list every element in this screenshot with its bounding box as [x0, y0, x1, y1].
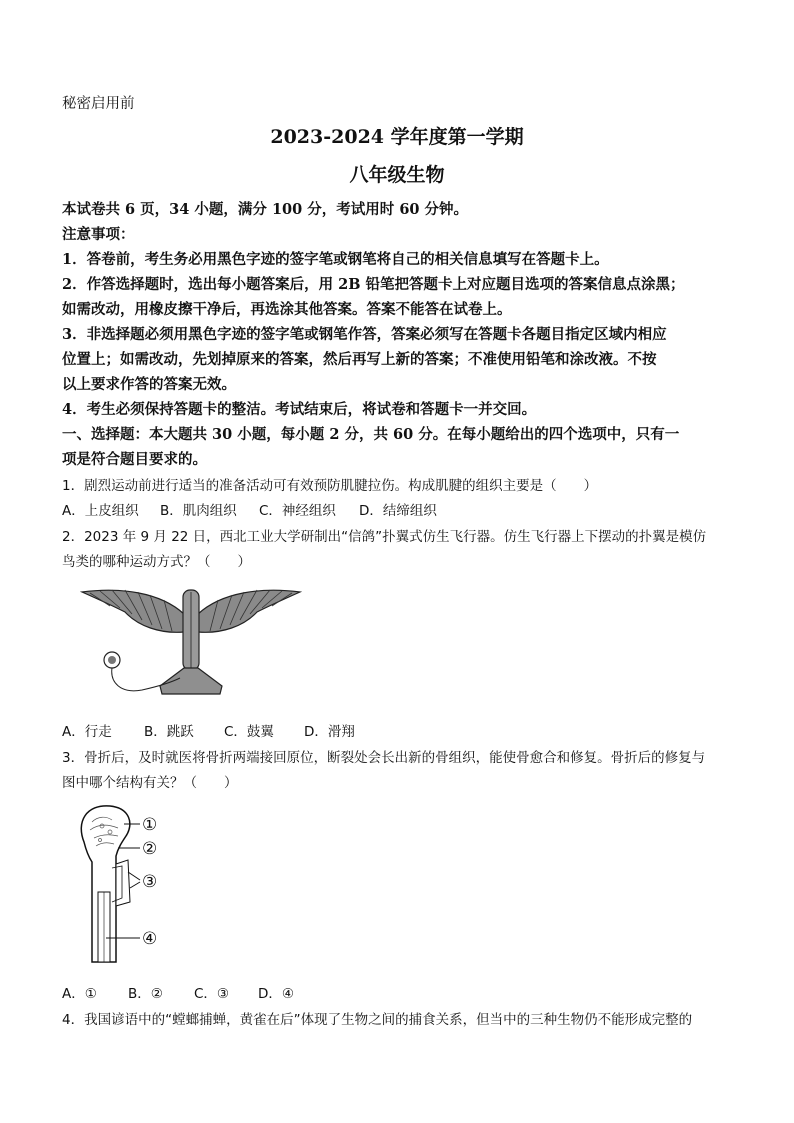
- question-2-stem-line-2: 鸟类的哪种运动方式？（ ）: [62, 554, 251, 570]
- notes-title: 注意事项：: [62, 226, 135, 243]
- option-a: A．①: [62, 986, 97, 1002]
- note-2-line-2: 如需改动，用橡皮擦干净后，再选涂其他答案。答案不能答在试卷上。: [62, 301, 512, 318]
- option-a: A．行走: [62, 724, 112, 740]
- option-d: D．滑翔: [304, 724, 355, 740]
- question-2-options: [62, 720, 355, 740]
- long-bone-diagram: [72, 802, 172, 970]
- note-3-line-1: 3．非选择题必须用黑色字迹的签字笔或钢笔作答，答案必须写在答题卡各题目指定区域内相应: [62, 326, 667, 343]
- label-3: ③: [142, 872, 158, 892]
- note-4: 4．考生必须保持答题卡的整洁。考试结束后，将试卷和答题卡一并交回。: [62, 401, 537, 418]
- section-1-heading-line-1: 一、选择题：本大题共 30 小题，每小题 2 分，共 60 分。在每小题给出的四个选项中，只有一: [62, 426, 680, 443]
- question-1-stem: 1．剧烈运动前进行适当的准备活动可有效预防肌腱拉伤。构成肌腱的组织主要是（ ）: [62, 478, 598, 494]
- exam-summary: 本试卷共 6 页，34 小题，满分 100 分，考试用时 60 分钟。: [62, 201, 469, 218]
- option-b: B．跳跃: [144, 724, 194, 740]
- option-d: D．结缔组织: [359, 503, 437, 519]
- option-b: B．肌肉组织: [160, 503, 237, 519]
- note-3-line-3: 以上要求作答的答案无效。: [62, 376, 236, 393]
- option-c: C．③: [194, 986, 230, 1002]
- exam-subtitle: 八年级生物: [349, 164, 445, 186]
- question-3-stem-line-1: 3．骨折后，及时就医将骨折两端接回原位，断裂处会长出新的骨组织，能使骨愈合和修复。骨折后的修复与: [62, 750, 706, 766]
- option-a: A．上皮组织: [62, 503, 139, 519]
- ornithopter-illustration: [80, 582, 302, 710]
- confidential-label: 秘密启用前: [62, 96, 135, 112]
- question-1-options: [62, 499, 437, 519]
- question-3-stem-line-2: 图中哪个结构有关？（ ）: [62, 775, 238, 791]
- question-2-stem-line-1: 2．2023 年 9 月 22 日，西北工业大学研制出“信鸽”扑翼式仿生飞行器。仿生飞行器上下摆动的扑翼是模仿: [62, 529, 707, 545]
- option-c: C．神经组织: [259, 503, 336, 519]
- option-d: D．④: [258, 986, 294, 1002]
- question-4-stem-line-1: 4．我国谚语中的“螳螂捕蝉，黄雀在后”体现了生物之间的捕食关系，但当中的三种生物仍不能形成完整的: [62, 1012, 693, 1028]
- note-1: 1．答卷前，考生务必用黑色字迹的签字笔或钢笔将自己的相关信息填写在答题卡上。: [62, 251, 609, 268]
- label-4: ④: [142, 929, 158, 949]
- exam-title: 2023-2024 学年度第一学期: [270, 126, 524, 148]
- label-2: ②: [142, 839, 158, 859]
- option-b: B．②: [128, 986, 163, 1002]
- note-2-line-1: 2．作答选择题时，选出每小题答案后，用 2B 铅笔把答题卡上对应题目选项的答案信息点涂黑；: [62, 276, 685, 293]
- section-1-heading-line-2: 项是符合题目要求的。: [62, 451, 207, 468]
- option-c: C．鼓翼: [224, 724, 274, 740]
- label-1: ①: [142, 815, 158, 835]
- note-3-line-2: 位置上；如需改动，先划掉原来的答案，然后再写上新的答案；不准使用铅笔和涂改液。不按: [62, 351, 657, 368]
- question-3-options: [62, 982, 294, 1002]
